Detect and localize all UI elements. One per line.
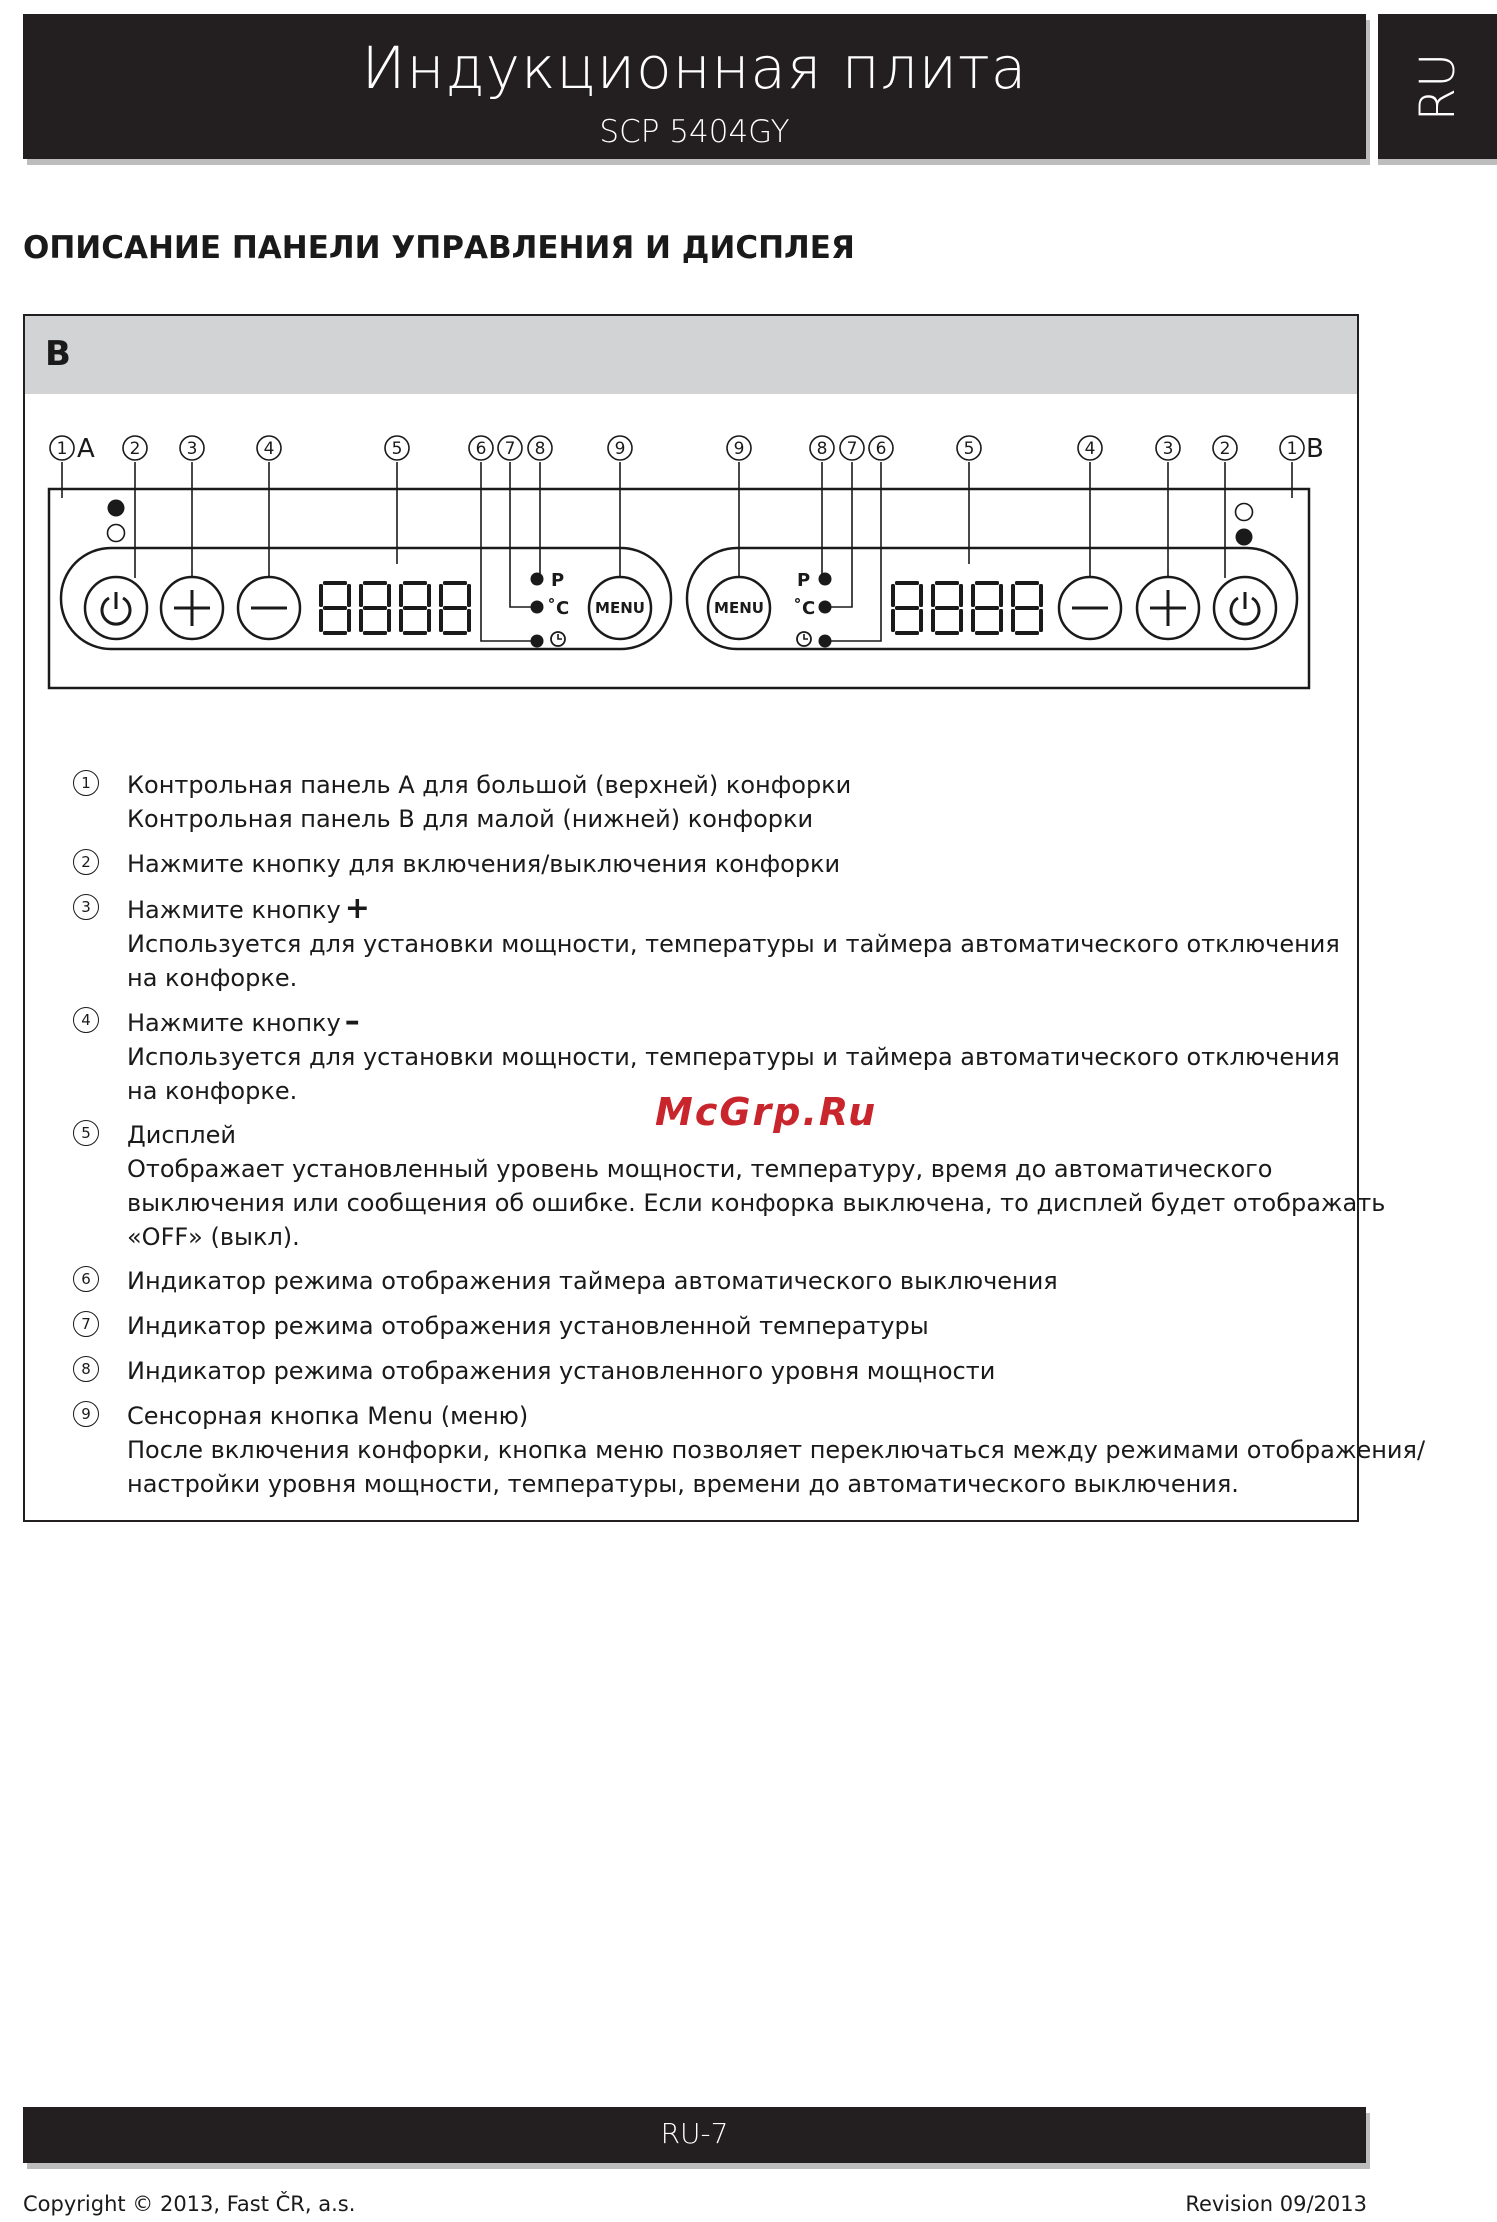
display-segment <box>403 581 427 585</box>
display-segment <box>319 584 323 607</box>
temp-indicator-label: ˚C <box>793 598 816 619</box>
description-line: После включения конфорки, кнопка меню позволяет переключаться между режимами отображения/ <box>127 1436 1426 1464</box>
item-number: 9 <box>73 1401 99 1427</box>
display-segment <box>363 606 387 610</box>
description-line: Используется для установки мощности, температуры и таймера автоматического отключения <box>127 930 1340 958</box>
description-line: «OFF» (выкл). <box>127 1223 300 1251</box>
callout-number: 8 <box>534 439 546 459</box>
display-segment <box>891 609 895 632</box>
power-indicator-b <box>819 573 832 586</box>
item-number: 4 <box>73 1007 99 1033</box>
power-indicator-label: P <box>551 570 565 591</box>
control-panel-diagram <box>25 316 1361 736</box>
menu-button-b[interactable] <box>708 577 770 639</box>
display-segment <box>443 631 467 635</box>
page-title: Индукционная плита <box>361 34 1028 102</box>
callout-number: 8 <box>816 439 828 459</box>
callout-number: 2 <box>1219 439 1231 459</box>
display-segment <box>919 584 923 607</box>
power-button-b[interactable] <box>1214 577 1276 639</box>
callout-number: 6 <box>875 439 887 459</box>
display-segment <box>1015 606 1039 610</box>
callout-number: 9 <box>733 439 745 459</box>
item-number: 6 <box>73 1266 99 1292</box>
panel-a-label: A <box>77 434 95 464</box>
display-a <box>319 581 471 635</box>
display-segment <box>959 584 963 607</box>
description-line: на конфорке. <box>127 1077 298 1105</box>
box-label: B <box>45 334 71 374</box>
callout-number: 6 <box>475 439 487 459</box>
display-segment <box>439 584 443 607</box>
display-segment <box>1011 584 1015 607</box>
menu-button-label: MENU <box>714 599 764 617</box>
display-segment <box>363 631 387 635</box>
description-line: Нажмите кнопку для включения/выключения конфорки <box>127 850 841 878</box>
power-icon <box>1231 592 1259 624</box>
display-segment <box>467 609 471 632</box>
item-number: 2 <box>73 849 99 875</box>
display-segment <box>895 606 919 610</box>
display-segment <box>959 609 963 632</box>
description-line: на конфорке. <box>127 964 298 992</box>
display-segment <box>347 584 351 607</box>
callouts-right <box>727 436 1304 460</box>
display-segment <box>443 606 467 610</box>
display-segment <box>999 609 1003 632</box>
menu-button-a[interactable] <box>589 577 651 639</box>
display-segment <box>399 584 403 607</box>
status-dot-off <box>1236 504 1253 521</box>
display-segment <box>427 584 431 607</box>
description-line: Отображает установленный уровень мощности, температуру, время до автоматического <box>127 1155 1273 1183</box>
display-segment <box>323 606 347 610</box>
description-line: Сенсорная кнопка Menu (меню) <box>127 1402 529 1430</box>
page-number: RU-7 <box>660 2117 729 2150</box>
display-segment <box>1039 584 1043 607</box>
display-segment <box>1015 631 1039 635</box>
description-line: Индикатор режима отображения таймера автоматического выключения <box>127 1267 1058 1295</box>
display-segment <box>891 584 895 607</box>
display-segment <box>403 606 427 610</box>
display-segment <box>363 581 387 585</box>
display-segment <box>935 581 959 585</box>
description-line: Нажмите кнопку <box>127 896 341 924</box>
item-number: 1 <box>73 770 99 796</box>
description-line: Используется для установки мощности, температуры и таймера автоматического отключения <box>127 1043 1340 1071</box>
display-segment <box>975 581 999 585</box>
language-tab <box>1378 14 1497 159</box>
display-segment <box>1039 609 1043 632</box>
callout-number: 5 <box>391 439 403 459</box>
display-segment <box>1015 581 1039 585</box>
menu-button-label: MENU <box>595 599 645 617</box>
plus-icon <box>1150 590 1186 626</box>
display-segment <box>975 631 999 635</box>
display-segment <box>387 584 391 607</box>
status-dot-on <box>1236 529 1253 546</box>
plus-icon <box>174 590 210 626</box>
clock-icon <box>797 632 811 646</box>
callout-number: 4 <box>1084 439 1096 459</box>
display-segment <box>359 584 363 607</box>
callout-number: 5 <box>963 439 975 459</box>
display-segment <box>999 584 1003 607</box>
watermark: McGrp.Ru <box>655 1090 878 1134</box>
display-segment <box>323 631 347 635</box>
callout-number: 4 <box>263 439 275 459</box>
display-segment <box>935 606 959 610</box>
model-number: SCP 5404GY <box>599 114 790 150</box>
power-icon <box>102 592 130 624</box>
minus-icon: – <box>344 1004 360 1039</box>
timer-indicator-b <box>819 635 832 648</box>
panel-b-label: B <box>1306 434 1324 464</box>
temp-indicator-label: ˚C <box>547 598 570 619</box>
minus-button-b[interactable] <box>1059 577 1121 639</box>
description-line: Дисплей <box>127 1121 236 1149</box>
display-segment <box>931 584 935 607</box>
callout-number: 9 <box>614 439 626 459</box>
item-number: 8 <box>73 1356 99 1382</box>
display-segment <box>439 609 443 632</box>
display-segment <box>975 606 999 610</box>
minus-button-a[interactable] <box>238 577 300 639</box>
language-label: RU <box>1409 52 1466 121</box>
callout-number: 7 <box>846 439 858 459</box>
panel-frame <box>49 489 1309 688</box>
display-segment <box>931 609 935 632</box>
temp-indicator-a <box>531 601 544 614</box>
description-line: Индикатор режима отображения установленного уровня мощности <box>127 1357 996 1385</box>
footer-bar <box>23 2107 1366 2163</box>
plus-button-b[interactable] <box>1137 577 1199 639</box>
display-segment <box>347 609 351 632</box>
callout-number: 3 <box>186 439 198 459</box>
display-segment <box>971 584 975 607</box>
item-number: 5 <box>73 1120 99 1146</box>
display-segment <box>467 584 471 607</box>
callouts-left <box>50 436 632 460</box>
display-segment <box>319 609 323 632</box>
status-dot-on <box>108 500 125 517</box>
display-segment <box>895 581 919 585</box>
display-segment <box>399 609 403 632</box>
display-segment <box>971 609 975 632</box>
display-segment <box>1011 609 1015 632</box>
display-segment <box>427 609 431 632</box>
timer-indicator-a <box>531 635 544 648</box>
display-segment <box>935 631 959 635</box>
indicators-b <box>793 570 832 648</box>
plus-icon: + <box>344 891 370 926</box>
status-dot-off <box>108 525 125 542</box>
description-line: Нажмите кнопку <box>127 1009 341 1037</box>
callout-number: 7 <box>504 439 516 459</box>
display-segment <box>387 609 391 632</box>
description-line: Контрольная панель A для большой (верхней) конфорки <box>127 771 852 799</box>
callout-number: 1 <box>56 439 68 459</box>
copyright: Copyright © 2013, Fast ČR, a.s. <box>23 2192 356 2216</box>
temp-indicator-b <box>819 601 832 614</box>
display-segment <box>919 609 923 632</box>
header-bar <box>23 14 1366 159</box>
callout-number: 1 <box>1286 439 1298 459</box>
power-indicator-a <box>531 573 544 586</box>
display-segment <box>895 631 919 635</box>
description-line: выключения или сообщения об ошибке. Если конфорка выключена, то дисплей будет отображать <box>127 1189 1386 1217</box>
description-line: Индикатор режима отображения установленной температуры <box>127 1312 929 1340</box>
indicators-a <box>531 570 570 648</box>
callout-number: 2 <box>129 439 141 459</box>
revision: Revision 09/2013 <box>1185 2192 1367 2216</box>
power-indicator-label: P <box>797 570 811 591</box>
section-heading: ОПИСАНИЕ ПАНЕЛИ УПРАВЛЕНИЯ И ДИСПЛЕЯ <box>23 230 855 266</box>
item-number: 7 <box>73 1311 99 1337</box>
clock-icon <box>551 632 565 646</box>
description-line: настройки уровня мощности, температуры, времени до автоматического выключения. <box>127 1470 1239 1498</box>
plus-button-a[interactable] <box>161 577 223 639</box>
display-segment <box>403 631 427 635</box>
power-button-a[interactable] <box>85 577 147 639</box>
callout-number: 3 <box>1162 439 1174 459</box>
display-segment <box>359 609 363 632</box>
display-segment <box>443 581 467 585</box>
description-line: Контрольная панель B для малой (нижней) конфорки <box>127 805 814 833</box>
section-box <box>23 314 1426 1522</box>
display-segment <box>323 581 347 585</box>
item-number: 3 <box>73 894 99 920</box>
display-b <box>891 581 1043 635</box>
